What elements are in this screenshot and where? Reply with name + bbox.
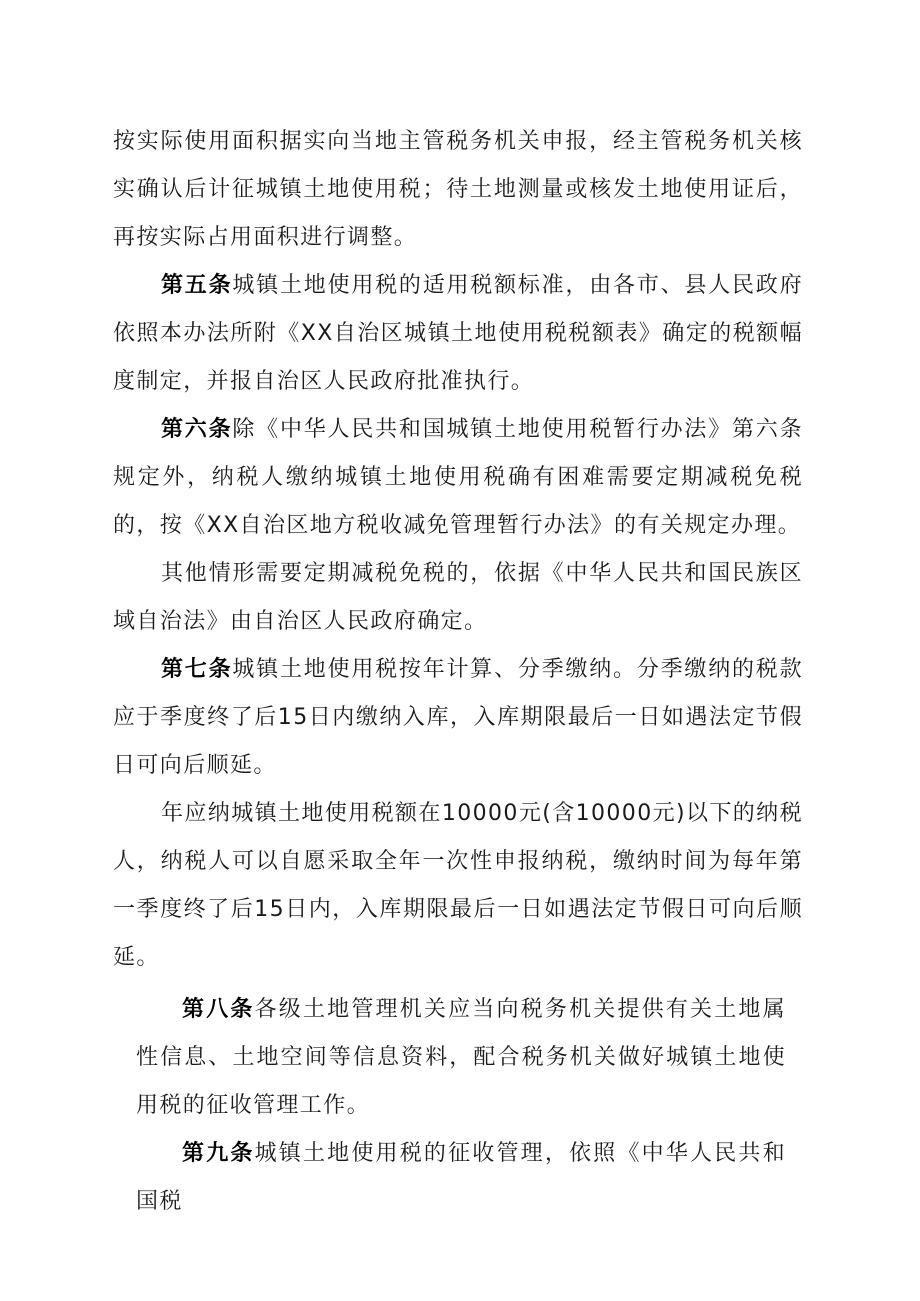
article-text: 除《中华人民共和国城镇土地使用税暂行办法》第六条规定外，纳税人缴纳城镇土地使用税确有困难需要定期减税免税的，按《XX自治区地方税收减免管理暂行办法》的有关规定办理。 — [113, 417, 804, 538]
article-8 — [136, 986, 786, 1130]
article-text: 城镇土地使用税的征收管理，依照《中华人民共和国税 — [136, 1141, 786, 1214]
article-heading: 第九条 — [182, 1141, 255, 1166]
article-heading: 第六条 — [161, 417, 233, 442]
paragraph-text: 按实际使用面积据实向当地主管税务机关申报，经主管税务机关核实确认后计征城镇土地使用税；待土地测量或核发土地使用证后，再按实际占用面积进行调整。 — [113, 129, 803, 250]
paragraph-continuation — [113, 118, 803, 262]
article-heading: 第七条 — [161, 657, 233, 682]
article-heading: 第八条 — [182, 997, 255, 1022]
article-6-supplement — [113, 550, 803, 646]
article-9 — [136, 1130, 786, 1226]
paragraph-text: 年应纳城镇土地使用税额在10000元(含10000元)以下的纳税人，纳税人可以自愿采取全年一次性申报纳税，缴纳时间为每年第一季度终了后15日内，入库期限最后一日如遇法定节假日可向后顺延。 — [113, 801, 803, 970]
article-heading: 第五条 — [161, 273, 233, 298]
article-7 — [113, 646, 803, 790]
paragraph-text: 其他情形需要定期减税免税的，依据《中华人民共和国民族区域自治法》由自治区人民政府确定。 — [113, 561, 803, 634]
article-7-supplement — [113, 790, 803, 982]
article-text: 城镇土地使用税按年计算、分季缴纳。分季缴纳的税款应于季度终了后15日内缴纳入库，入库期限最后一日如遇法定节假日可向后顺延。 — [113, 657, 804, 778]
article-5 — [113, 262, 803, 406]
article-text: 城镇土地使用税的适用税额标准，由各市、县人民政府依照本办法所附《XX自治区城镇土地使用税税额表》确定的税额幅度制定，并报自治区人民政府批准执行。 — [113, 273, 804, 394]
article-6 — [113, 406, 803, 550]
article-text: 各级土地管理机关应当向税务机关提供有关土地属性信息、土地空间等信息资料，配合税务机关做好城镇土地使用税的征收管理工作。 — [136, 997, 786, 1118]
